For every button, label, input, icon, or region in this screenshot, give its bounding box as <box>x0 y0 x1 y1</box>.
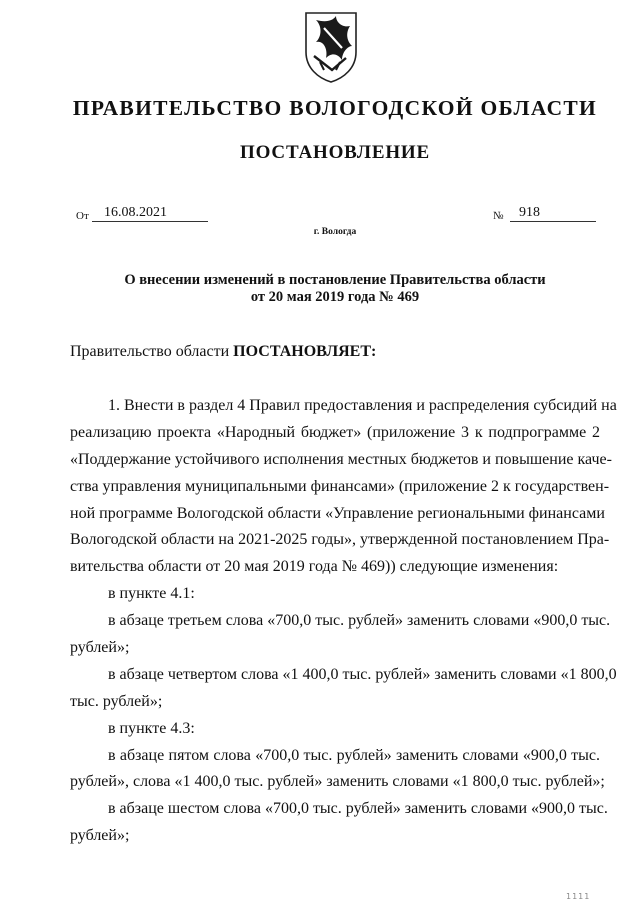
body-line: рублей»; <box>70 827 130 845</box>
resolution-lead <box>70 343 376 361</box>
body-line: Вологодской области на 2021-2025 годы», утвержденной постановлением Пра- <box>70 531 610 549</box>
subject-line: от 20 мая 2019 года № 469 <box>250 289 420 305</box>
page-mark: 1111 <box>566 892 591 901</box>
document-type: ПОСТАНОВЛЕНИЕ <box>240 142 430 163</box>
body-line: в пункте 4.3: <box>108 719 195 737</box>
body-line: в пункте 4.1: <box>108 585 195 603</box>
vologda-coat-of-arms-icon <box>302 10 360 84</box>
body-line: в абзаце третьем слова «700,0 тыс. рублей» заменить словами «900,0 тыс. <box>108 612 611 630</box>
body-line: рублей»; <box>70 639 130 657</box>
organization-title: ПРАВИТЕЛЬСТВО ВОЛОГОДСКОЙ ОБЛАСТИ <box>72 96 598 120</box>
body-line: 1. Внести в раздел 4 Правил предоставления и распределения субсидий на <box>108 397 617 414</box>
body-line: в абзаце четвертом слова «1 400,0 тыс. рублей» заменить словами «1 800,0 <box>108 665 617 683</box>
lead-bold: ПОСТАНОВЛЯЕТ: <box>233 343 377 360</box>
document-body <box>70 393 617 850</box>
date-prefix: От <box>76 210 89 222</box>
city: г. Вологда <box>313 227 357 237</box>
body-line: в абзаце шестом слова «700,0 тыс. рублей» заменить словами «900,0 тыс. <box>108 800 608 818</box>
body-line: ства управления муниципальными финансами» (приложение 2 к государствен- <box>70 477 610 495</box>
lead-text: Правительство области <box>70 343 234 360</box>
body-line: реализацию проекта «Народный бюджет» (приложение 3 к подпрограмме 2 <box>70 423 600 441</box>
document-date: 16.08.2021 <box>104 205 167 220</box>
document-number: 918 <box>519 205 540 220</box>
body-line: ной программе Вологодской области «Управление региональными финансами <box>70 504 605 522</box>
body-line: рублей», слова «1 400,0 тыс. рублей» заменить словами «1 800,0 тыс. рублей»; <box>70 773 605 791</box>
body-line: в абзаце пятом слова «700,0 тыс. рублей» заменить словами «900,0 тыс. <box>108 746 600 764</box>
body-line: «Поддержание устойчивого исполнения местных бюджетов и повышение каче- <box>70 450 612 468</box>
body-line: вительства области от 20 мая 2019 года № 469)) следующие изменения: <box>70 558 559 576</box>
subject-line: О внесении изменений в постановление Правительства области <box>124 272 546 288</box>
document-subject <box>88 272 582 306</box>
number-underline <box>510 221 596 222</box>
number-prefix: № <box>493 210 504 222</box>
date-underline <box>92 221 208 222</box>
body-line: тыс. рублей»; <box>70 692 163 710</box>
